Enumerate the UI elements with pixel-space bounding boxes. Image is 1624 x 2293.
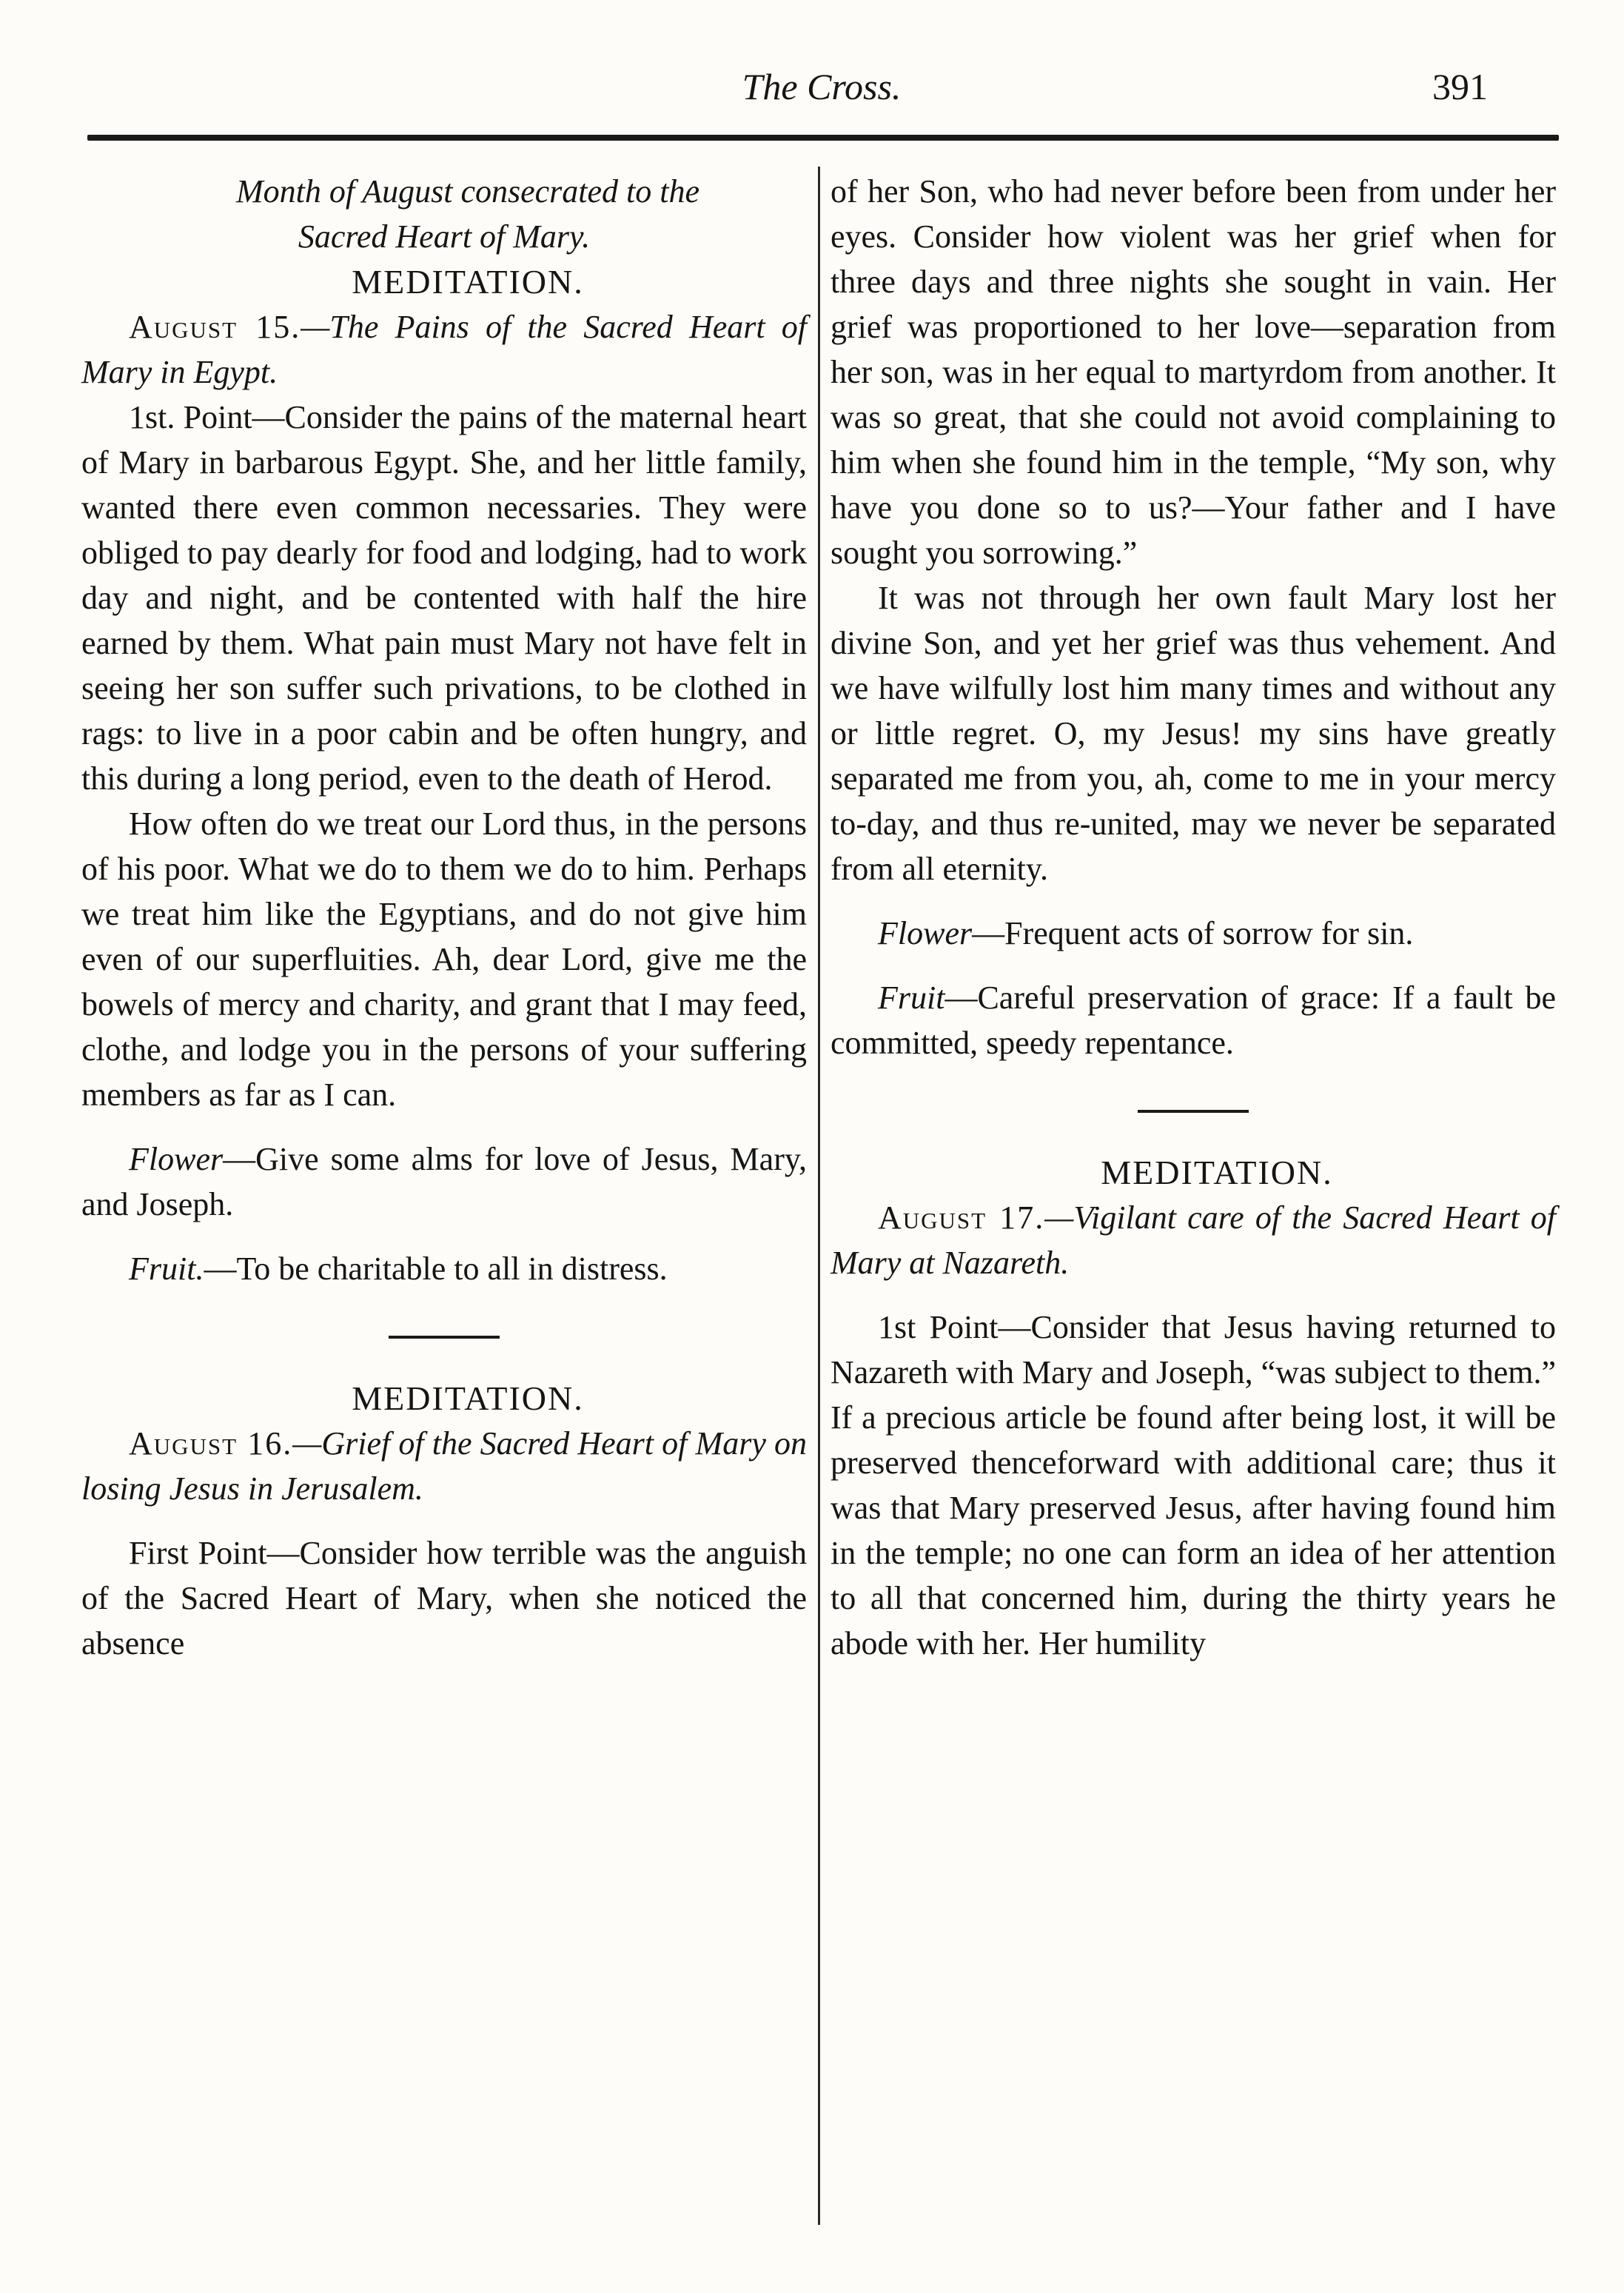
entry-date: August 15.: [129, 309, 301, 345]
flower-line: [81, 1137, 807, 1227]
series-title-line2: Sacred Heart of Mary.: [298, 218, 591, 255]
entry-date: August 16.: [129, 1425, 293, 1462]
page-number: 391: [1432, 66, 1488, 107]
entry-title: —Vigilant care of the Sacred Heart of Mary at Nazareth.: [831, 1199, 1556, 1281]
column-divider: [818, 167, 820, 2225]
paragraph-point1: 1st. Point—Consider the pains of the maternal heart of Mary in barbarous Egypt. She, and her little family, wanted there even common necessaries. They were obliged to pay dearly for food and lodging, had to work day and night, and be contented with half the hire earned by them. What pain must Mary not have felt in seeing her son suffer such privations, to be clothed in rags: to live in a poor cabin and be often hungry, and this during a long period, even to the death of Herod.: [81, 399, 807, 797]
entry-heading-aug17: [831, 1195, 1556, 1285]
left-column: [81, 169, 807, 1666]
entry-title: —Grief of the Sacred Heart of Mary on losing Jesus in Jerusalem.: [81, 1425, 807, 1507]
running-head: [0, 65, 1624, 117]
flower-text: —Give some alms for love of Jesus, Mary, and Joseph.: [81, 1141, 807, 1222]
flower-label: Flower: [878, 915, 973, 951]
paragraph-point1: First Point—Consider how terrible was the anguish of the Sacred Heart of Mary, when she noticed the absence: [81, 1535, 807, 1661]
header-rule: [87, 135, 1559, 141]
entry-heading-aug16: [81, 1421, 807, 1511]
paragraph-point1: 1st Point—Consider that Jesus having returned to Nazareth with Mary and Joseph, “was subject to them.” If a precious article be found after being lost, it will be preserved thenceforward with additional care; thus it was that Mary preserved Jesus, after having found him in the temple; no one can form an idea of her attention to all that concerned him, during the thirty years he abode with her. Her humility: [831, 1309, 1556, 1661]
series-title: [81, 169, 807, 259]
entry-heading-aug15: [81, 304, 807, 395]
flower-text: —Frequent acts of sorrow for sin.: [972, 915, 1414, 951]
section-separator: [389, 1336, 500, 1339]
meditation-heading: MEDITATION.: [352, 263, 584, 301]
running-title: The Cross.: [742, 66, 902, 107]
right-column: [831, 169, 1556, 1666]
section-separator: [1138, 1110, 1249, 1113]
flower-label: Flower: [129, 1141, 224, 1177]
fruit-label: Fruit: [878, 980, 945, 1016]
fruit-text: —To be charitable to all in distress.: [204, 1251, 668, 1287]
fruit-line: [81, 1246, 807, 1291]
meditation-heading: MEDITATION.: [352, 1379, 584, 1417]
entry-title: —The Pains of the Sacred Heart of Mary in Egypt.: [81, 309, 807, 390]
paragraph-continuation: of her Son, who had never before been from under her eyes. Consider how violent was her grief when for three days and three nights she sought in vain. Her grief was proportioned to her love—separation from her son, was in her equal to martyrdom from another. It was so great, that she could not avoid complaining to him when she found him in the temple, “My son, why have you done so to us?—Your father and I have sought you sorrowing.”: [831, 173, 1556, 571]
flower-line: [831, 911, 1556, 956]
paragraph-point2: It was not through her own fault Mary lost her divine Son, and yet her grief was thus vehement. And we have wilfully lost him many times and without any or little regret. O, my Jesus! my sins have greatly separated me from you, ah, come to me in your mercy to-day, and thus re-united, may we never be separated from all eternity.: [831, 580, 1556, 887]
fruit-label: Fruit.: [129, 1251, 204, 1287]
series-title-line1: Month of August consecrated to the: [235, 173, 700, 210]
entry-date: August 17.: [878, 1199, 1045, 1236]
paragraph-point2: How often do we treat our Lord thus, in the persons of his poor. What we do to them we do to him. Perhaps we treat him like the Egyptians, and do not give him even of our superfluities. Ah, dear Lord, give me the bowels of mercy and charity, and grant that I may feed, clothe, and lodge you in the persons of your suffering members as far as I can.: [81, 806, 807, 1113]
fruit-line: [831, 975, 1556, 1065]
fruit-text: —Careful preservation of grace: If a fault be committed, speedy repentance.: [831, 980, 1556, 1061]
meditation-heading: MEDITATION.: [1101, 1154, 1333, 1191]
